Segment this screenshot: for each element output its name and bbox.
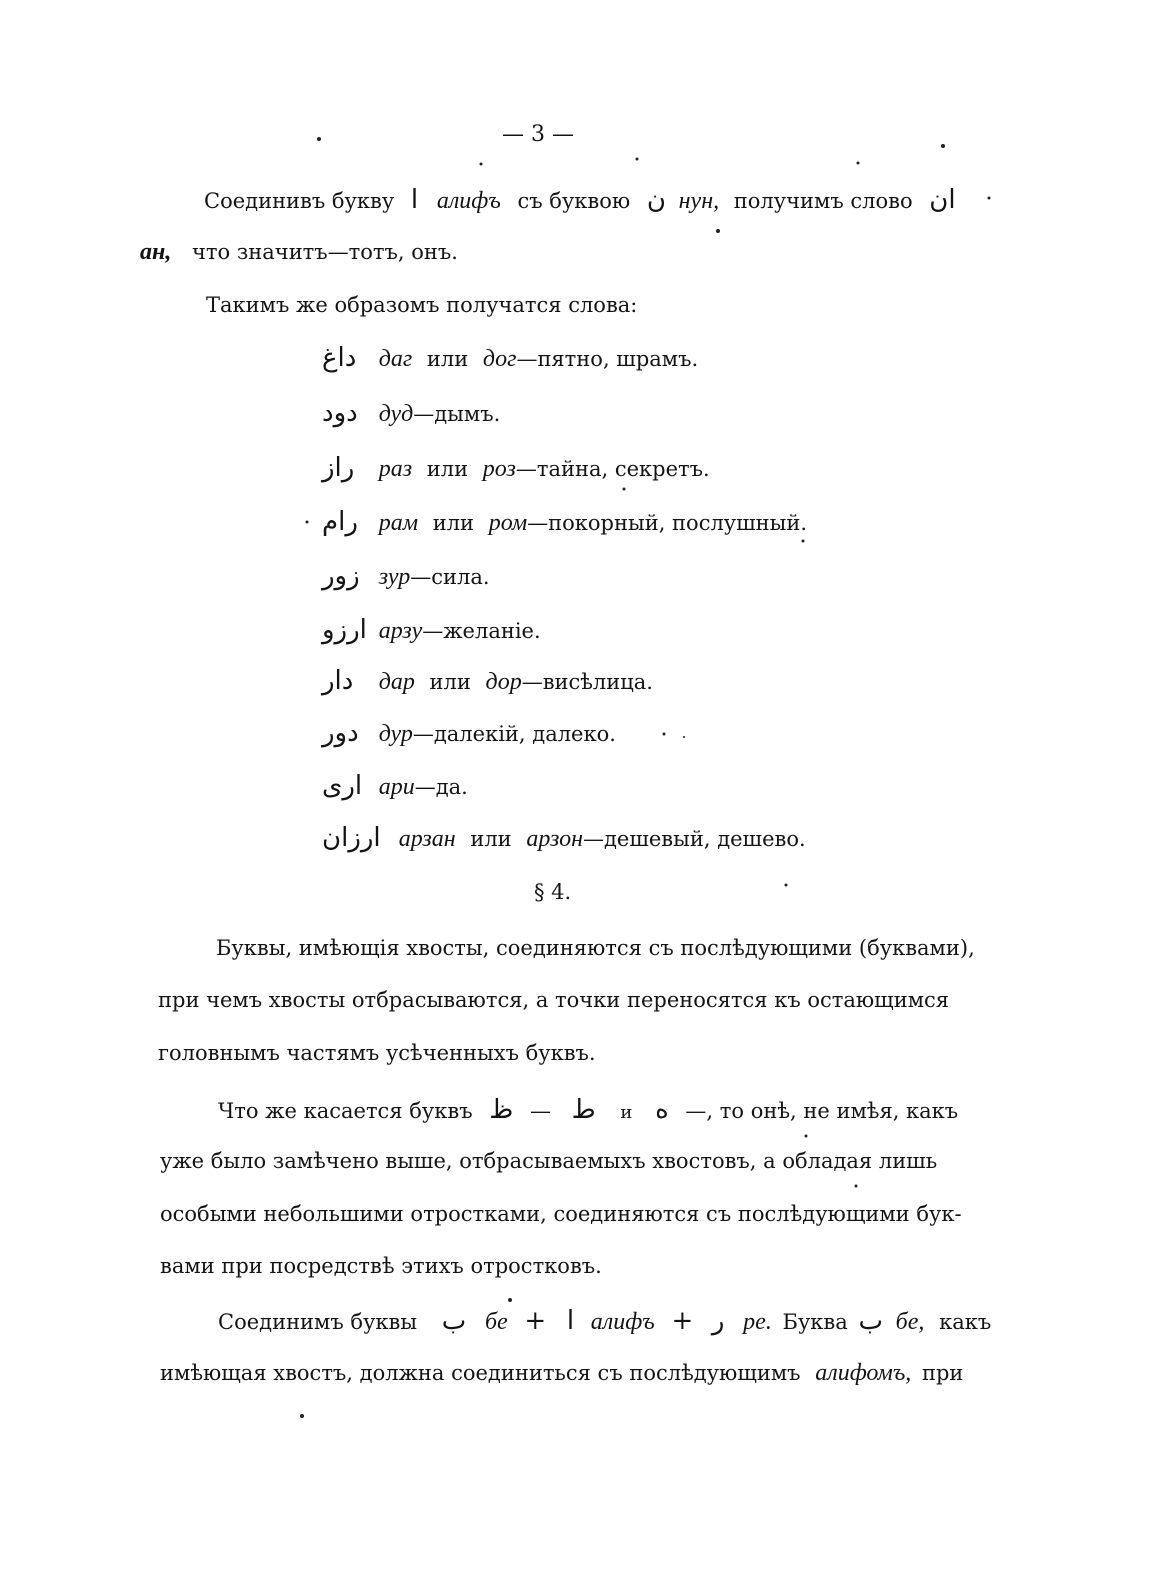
speck (663, 733, 666, 736)
translit: арзан (398, 826, 456, 852)
text: имѣющая хвостъ, должна соединиться съ послѣдующимъ (160, 1361, 801, 1385)
translit-be: бе, (895, 1309, 925, 1335)
translit: раз (378, 456, 413, 482)
meaning: —покорный, послушный. (527, 511, 808, 535)
arabic-word: راز (322, 453, 355, 483)
text: —, то онѣ, не имѣя, какъ (685, 1099, 959, 1123)
text: Что же касается буквъ (218, 1099, 473, 1123)
translit: дар (378, 669, 415, 695)
translit-an: ан, (140, 239, 172, 265)
arabic-word: دود (322, 398, 358, 428)
speck (802, 540, 805, 543)
speck (300, 1414, 304, 1418)
speck (988, 197, 991, 200)
arabic-word: داغ (322, 343, 357, 373)
meaning: —тайна, секретъ. (515, 457, 710, 481)
translit-alif: алифъ (590, 1309, 655, 1335)
para1-line-3: головнымъ частямъ усѣченныхъ буквъ. (158, 1041, 596, 1065)
meaning: —желаніе. (422, 619, 541, 643)
para2-line-3: особыми небольшими отростками, соединяются съ послѣдующими бук- (160, 1202, 962, 1226)
arabic-word-an: ان (929, 185, 956, 215)
translit-2: дог (482, 346, 517, 372)
translit-2: арзон (526, 826, 583, 852)
intro-2: Такимъ же образомъ получатся слова: (206, 293, 638, 317)
translit-2: ром (488, 510, 528, 536)
meaning: —пятно, шрамъ. (516, 347, 699, 371)
text: съ буквою (517, 189, 631, 213)
translit-re: ре. (743, 1309, 772, 1335)
arabic-letter-za: ظ (489, 1095, 514, 1125)
translit: арзу (378, 618, 423, 644)
speck (317, 137, 321, 141)
arabic-word: دار (322, 666, 354, 696)
text: Соединимъ буквы (218, 1310, 418, 1334)
translit-alif: алифъ (436, 188, 501, 214)
or: или (432, 511, 475, 535)
speck (785, 884, 788, 887)
or: или (426, 457, 469, 481)
or: или (470, 827, 512, 851)
speck (623, 488, 626, 491)
speck (857, 162, 860, 165)
speck (306, 521, 309, 524)
arabic-word: ارزو (322, 615, 367, 645)
arabic-word: ارزان (322, 823, 381, 853)
speck (855, 1185, 858, 1188)
page-number: — 3 — (502, 122, 574, 147)
text: что значитъ—тотъ, онъ. (192, 240, 458, 264)
dash: — (529, 1099, 551, 1123)
arabic-letter-re: ر (711, 1306, 725, 1336)
speck (716, 229, 720, 233)
text: Соединивъ букву (204, 189, 395, 213)
meaning: —дешевый, дешево. (583, 827, 806, 851)
translit: рам (378, 510, 419, 536)
speck (805, 1135, 808, 1138)
translit: даг (378, 346, 413, 372)
para1-line-2: при чемъ хвосты отбрасываются, а точки переносятся къ остающимся (158, 988, 950, 1012)
translit: зур (378, 564, 411, 590)
para1-line-1: Буквы, имѣющія хвосты, соединяются съ послѣдующими (буквами), (216, 936, 975, 960)
arabic-word: زور (322, 561, 360, 591)
arabic-word: دور (322, 718, 359, 748)
arabic-letter-be: ب (858, 1306, 883, 1336)
plus-sign: + (524, 1306, 547, 1336)
text: Буква (782, 1310, 848, 1334)
para2-line-4: вами при посредствѣ этихъ отростковъ. (160, 1254, 602, 1278)
speck (636, 158, 639, 161)
arabic-word: ارى (322, 771, 363, 801)
or: или (426, 347, 469, 371)
or: или (429, 670, 471, 694)
speck (508, 1298, 512, 1302)
para2-line-2: уже было замѣчено выше, отбрасываемыхъ хвостовъ, а обладая лишь (160, 1149, 938, 1173)
arabic-letter-be: ب (441, 1306, 467, 1336)
speck (683, 736, 685, 738)
translit: дуд (378, 401, 414, 427)
arabic-letter-alif: ا (410, 185, 419, 215)
translit-nun: нун, (678, 188, 720, 214)
meaning: —висѣлица. (521, 670, 653, 694)
arabic-letter-alif: ا (566, 1306, 575, 1336)
arabic-letter-nun: ن (646, 185, 666, 215)
arabic-letter-ha: ه (655, 1095, 669, 1125)
translit-alifom: алифомъ, (815, 1360, 912, 1386)
translit-be: бе (484, 1309, 508, 1335)
speck (941, 144, 945, 148)
arabic-letter-ta: ط (571, 1095, 596, 1125)
translit: дур (378, 721, 413, 747)
translit: ари (378, 774, 415, 800)
text: какъ (939, 1310, 992, 1334)
meaning: —да. (414, 775, 468, 799)
translit-2: роз (482, 456, 516, 482)
speck (480, 163, 483, 166)
arabic-word: رام (322, 507, 358, 537)
and: и (620, 1102, 633, 1123)
plus-sign: + (671, 1306, 694, 1336)
translit-2: дор (485, 669, 522, 695)
meaning: —сила. (410, 565, 490, 589)
meaning: —дымъ. (413, 402, 501, 426)
meaning: —далекій, далеко. (412, 722, 616, 746)
text: при (921, 1361, 964, 1385)
section-heading: § 4. (534, 880, 572, 904)
text: получимъ слово (733, 189, 913, 213)
